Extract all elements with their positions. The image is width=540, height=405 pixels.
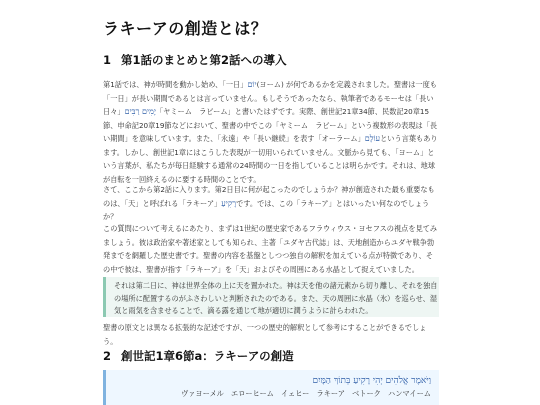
scripture-quote-box	[103, 370, 439, 405]
page-title: ラキーアの創造とは？	[103, 19, 268, 38]
quote-text: それは第二日に、神は世界全体の上に天を置かれた。神は天を他の諸元素から切り離し、それを独自の場所に配置するのがふさわしいと判断されたのである。また、天の周囲に水晶（氷）を巡らせ、湿気と雨気を含ませることで、滴る露を通じて地が適切に潤うように計らわれた。	[114, 281, 438, 315]
section-number: 1	[103, 53, 112, 67]
paragraph-text: という言葉もあります。しかし、創世記1章にはこうした表現が一切用いられていません。文脈から見ても、「ヨーム」という言葉が、私たちが毎日経験する通常の24時間の一日を指していることは明らかです。それは、地球が自転を一回終えるのに要する時間のことです。	[103, 134, 438, 184]
hebrew-word-yamim-rabim: יָמִים רַבִּים	[124, 107, 156, 116]
hebrew-word-olam: עוֹלָם	[364, 134, 381, 143]
verse-transliteration: ヴァヨーメル エローヒーム イェヒー ラキーア ベトーク ハンマイーム	[181, 389, 431, 398]
hebrew-verse: וַיֹּאמֶר אֱלֹהִים יְהִי רָקִיעַ בְּתוֹךְ הַמָּיִם	[312, 376, 431, 386]
section-number: 2	[103, 349, 112, 363]
section-heading-1	[103, 52, 287, 68]
paragraph-conclusion: 聖書の原文とは異なる拡張的な記述ですが、一つの歴史的解釈として参考にすることができるでしょう。	[103, 323, 427, 346]
paragraph-text: 「ヤミーム ラビーム」と書いたはずです。実際、創世記21章34節、民数記20章15節、申命記20章19節などにおいて、聖書の中でこの「ヤミーム ラビーム」という複数形の表現は「長い期間」を意味しています。また、「永遠」や「長い継続」を表す「オーラーム」	[103, 107, 438, 143]
paragraph-intro	[103, 78, 439, 186]
section-title: 第1話のまとめと第2話への導入	[121, 53, 287, 67]
paragraph-text: (ヨーム) が何であるかを定義されました。聖書は一度も「一日」が長い期間であるとは言っていません。もしそうであったなら、執筆者であるモーセは「長い日々」	[103, 80, 437, 116]
josephus-quote-box	[103, 277, 439, 317]
paragraph-text: です。では、この「ラキーア」とはいったい何なのでしょうか？	[103, 198, 430, 221]
paragraph-josephus: この質問について考えるにあたり、まずは1世紀の歴史家であるフラウィウス・ヨセフスの視点を見てみましょう。彼は政治家や著述家としても知られ、主著「ユダヤ古代誌」は、天地創造からユダヤ戦争勃発までを網羅した歴史書です。聖書の内容を基盤としつつ独自の解釈を加えている点が特徴であり、その中で彼は、聖書が指す「ラキーア」を「天」およびその周囲にある水晶として捉えていました。	[103, 224, 438, 274]
paragraph-text: 第1話では、神が時間を動かし始め、「一日」	[103, 80, 248, 89]
hebrew-word-rakia: רָקִיעַ	[221, 198, 237, 208]
paragraph-second-day	[103, 183, 439, 224]
section-heading-2	[103, 348, 294, 364]
paragraph-text: さて、ここから第2話に入ります。第2日目に何が起こったのでしょうか？神が創造された最も重要なものは、「天」と呼ばれる「ラキーア」	[103, 185, 435, 208]
section-title: 創世記1章6節a：ラキーアの創造	[121, 349, 294, 363]
hebrew-word-yom: יוֹם	[247, 80, 257, 89]
